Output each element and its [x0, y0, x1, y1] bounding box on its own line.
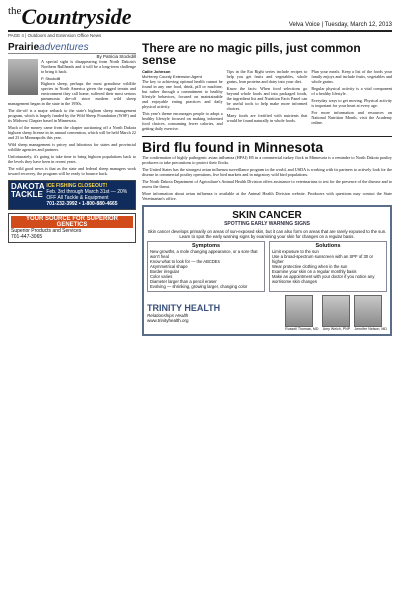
doctor-photo — [354, 295, 382, 327]
solutions-box — [269, 241, 387, 292]
solution-item: Make an appointment with your doctor if you notice any worrisome skin changes — [272, 274, 375, 284]
bird-flu-headline: Bird flu found in Minnesota — [142, 136, 392, 155]
magic-col-3 — [311, 69, 392, 133]
solutions-title: Solutions — [315, 243, 341, 249]
symptom-item: Border irregular — [150, 269, 180, 274]
magic-col-2 — [227, 69, 308, 133]
prairie-paragraph: The die-off is a major setback to the state's bighorn sheep management program, which is largely funded by the Wild Sheep Foundation (WSF) and its Midwest Chapter based in Minnesota. — [8, 108, 136, 123]
symptoms-title: Symptoms — [191, 243, 221, 249]
magic-paragraph: This year's theme encourages people to adopt a healthy lifestyle focused on making informed food choices, consuming fewer calories, and getting daily exercise. — [142, 111, 223, 131]
doctor-photo — [285, 295, 313, 327]
prairie-paragraph: A special sight is disappearing from North Dakota's Northern Bullheads and it will be a long-term challenge to bring it back. — [41, 59, 136, 74]
doctor-name: Russell Thomas, MD — [285, 327, 319, 331]
magic-paragraph: Everyday ways to get moving. Physical activity is important for your heart at every age. — [311, 98, 393, 108]
superior-sub: Superior Products and Services — [11, 228, 82, 234]
dakota-sale: Feb. 3rd through March 31st — 20% OFF All Tackle & Equipment — [46, 189, 128, 201]
superior-phone: 701-447-3065 — [11, 234, 43, 240]
doctor-name: Amy Welch, PNP — [322, 327, 351, 331]
page-subline — [8, 33, 392, 38]
bird-paragraph: The North Dakota Department of Agriculture's Animal Health Division offers assistance to veterinarians to test for the presence of the disease and to assess the threat. — [142, 179, 392, 189]
doctor-card — [322, 295, 350, 331]
magic-paragraph: Regular physical activity is a vital component of a healthy lifestyle. — [311, 86, 393, 96]
magic-paragraph: The key to achieving optimal health cannot be found in any one food, drink, pill or machine, but rather through a commitment to healthy lifestyle behaviors, focused on maintainable and enjoyable eating practices and daily physical activity. — [142, 79, 223, 109]
prairie-byline: By Patricia Stockdill — [96, 54, 136, 59]
bird-paragraph: More information about avian influenza is available at the Animal Health Division website. Producers with questions may contact the State Veterinarian's office. — [142, 191, 392, 201]
symptom-item: Evolving — shrinking, growing larger, changing color — [150, 284, 248, 289]
symptom-item: Know what to look for — the ABCDEs — [150, 259, 220, 264]
doctor-photo — [322, 295, 350, 327]
bird-paragraph: The United States has the strongest avian influenza surveillance program in the world, and USDA is working with its partners to actively look for the disease in commercial poultry operations, live bird markets and in migratory wild bird populations. — [142, 167, 392, 177]
prairie-paragraph: Bighorn sheep, perhaps the most grandiose wildlife species in North America given the rugged terrain and environment they call home, suffered their most serious pneumonia die-off since modern wild sheep management began in the state in the 1950s. — [8, 81, 136, 106]
magic-paragraph: Know the facts: When food selections go beyond whole foods and into packaged foods, the ingredient list and Nutrition Facts Panel can be useful tools to help make more informed choices. — [226, 86, 308, 111]
bird-flu-article — [142, 155, 392, 201]
dakota-tackle-details — [46, 183, 133, 207]
left-ads — [8, 180, 136, 243]
magic-paragraph: For more information and resources on National Nutrition Month, visit the Academy online. — [311, 110, 393, 125]
masthead-countryside: Countryside — [21, 4, 132, 29]
solution-item: Examine your skin on a regular monthly basis — [272, 269, 357, 274]
trinity-tagline: Relationships Health — [147, 313, 189, 318]
prairie-paragraph: Much of the money came from the chapter auctioning off a North Dakota bighorn sheep license in its annual convention, which will be held March 22 and 23 in Minneapolis this year. — [8, 125, 136, 140]
skin-cancer-intro: Skin cancer develops primarily on areas of sun-exposed skin, but it can also form on areas that are rarely exposed to the sun. Learn to spot the early warning signs by examining your skin for changes on a regular basis. — [147, 229, 387, 239]
trinity-logo: TRINITY HEALTH — [147, 303, 221, 313]
magic-col-1 — [142, 69, 223, 133]
trinity-brand — [147, 303, 220, 323]
prairie-paragraph: Wild sheep management is pricey and laborious for states and provincial wildlife agencies and partners. — [8, 142, 136, 152]
superior-genetics-ad[interactable] — [8, 213, 136, 243]
prairie-word: Prairie — [8, 42, 40, 53]
masthead-date: Velva Voice | Tuesday, March 12, 2013 — [288, 22, 392, 28]
prairie-section-header — [8, 42, 136, 54]
adventures-word: adventures — [39, 42, 89, 53]
skin-cancer-subtitle: SPOTTING EARLY WARNING SIGNS — [224, 221, 310, 227]
right-column — [142, 42, 392, 336]
skin-cancer-columns — [147, 241, 387, 292]
doctor-photos — [226, 295, 387, 331]
left-column — [8, 42, 136, 336]
bird-paragraph: The confirmation of highly pathogenic avian influenza (HPAI) H5 in a commercial turkey flock in Minnesota is a reminder to North Dakota poultry producers to take precautions to protect their flocks. — [142, 155, 392, 165]
prairie-paragraph: Unfortunately, it's going to take time to bring bighorn populations back to the levels they have been in recent years. — [8, 154, 136, 164]
magic-paragraph: Tips in the Eat Right series include recipes to help you get fruits and vegetables, whole grains, lean proteins and dairy into your diet. — [226, 69, 308, 84]
symptom-item: New growths, a mole changing appearance, or a sore that won't heal — [150, 249, 258, 259]
doctor-card — [354, 295, 387, 331]
masthead — [8, 6, 392, 32]
symptom-item: Diameter larger than a pencil eraser — [150, 279, 217, 284]
doctor-card — [285, 295, 318, 331]
trinity-footer — [147, 295, 387, 331]
masthead-title — [8, 6, 131, 28]
page-label: PAGE 4 | Outdoors and Extension Office News — [8, 33, 102, 38]
magic-byline-title: McHenry County Extension Agent — [142, 74, 202, 79]
dakota-headline: ICE FISHING CLOSEOUT! — [46, 183, 108, 189]
skin-cancer-title: SKIN CANCER — [232, 210, 302, 221]
masthead-the: the — [8, 5, 22, 17]
doctor-name: Jennifer Nelson, MD — [354, 327, 387, 331]
magic-byline-name: Callie Johnson — [142, 69, 171, 74]
solution-item: Use a broad-spectrum sunscreen with an SPF of 30 or higher — [272, 254, 374, 264]
dakota-tackle-name: DAKOTA TACKLE — [11, 182, 45, 199]
dakota-tackle-ad[interactable] — [8, 180, 136, 210]
prairie-paragraph: The wild good news is that as the state and federal sheep managers work toward recovery, the program will be ready to bounce back. — [8, 166, 136, 176]
magic-paragraph: Plan your meals. Keep a list of the foods your family enjoys and include fruits, vegetables and whole grains. — [311, 69, 393, 84]
dakota-phone: 701-232-3992 • 1-800-880-4665 — [46, 201, 118, 207]
symptom-item: Color varies — [150, 274, 173, 279]
trinity-website[interactable]: www.trinityhealth.org — [147, 318, 189, 323]
prairie-article — [8, 59, 136, 176]
photo-caption: P. Stockdill — [41, 76, 61, 81]
solution-item: Wear protective clothing when in the sun — [272, 264, 348, 269]
superior-banner: YOUR SOURCE FOR SUPERIOR GENETICS — [11, 216, 133, 228]
magic-article — [142, 69, 392, 133]
symptoms-box — [147, 241, 265, 292]
solution-item: Limit exposure to the sun — [272, 249, 319, 254]
magic-pills-headline: There are no magic pills, just common sense — [142, 41, 361, 67]
author-photo — [8, 59, 38, 95]
symptom-item: Asymmetrical shape — [150, 264, 188, 269]
skin-cancer-ad[interactable] — [142, 205, 392, 336]
main-row — [8, 42, 392, 336]
magic-paragraph: Many foods are fortified with nutrients that would be found naturally in whole foods. — [226, 113, 308, 123]
